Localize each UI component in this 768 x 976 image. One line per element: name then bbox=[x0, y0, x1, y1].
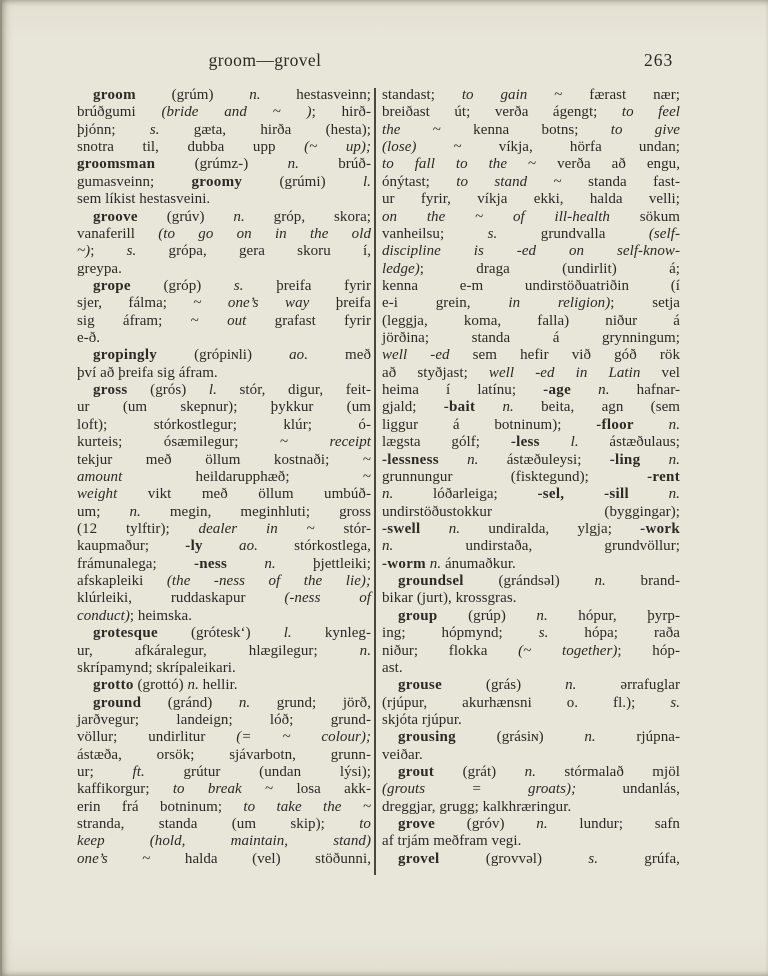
text-line: af trjám meðfram vegi. bbox=[382, 833, 522, 850]
text-line: um; n. megin, meginhluti; gross bbox=[77, 503, 371, 520]
text-line: (rjúpur, akurhænsni o. fl.); s. bbox=[382, 694, 680, 711]
text-line: kenna e-m undirstöðuatriðin (í bbox=[382, 277, 680, 294]
text-line: ledge); draga (undirlit) á; bbox=[382, 260, 680, 277]
text-line: þjónn; s. gæta, hirða (hesta); bbox=[77, 121, 371, 138]
text-line: standast; to gain ~ færast nær; bbox=[382, 87, 681, 103]
text-line: (grouts = groats); undanlás, bbox=[382, 781, 680, 798]
text-line: jörðina; standa á grynningum; bbox=[382, 330, 680, 347]
text-line: heima í latínu; -age n. hafnar- bbox=[382, 382, 680, 399]
text-line: loft); stórkostlegur; klúr; ó- bbox=[77, 416, 371, 433]
text-line: -worm n. ánumaðkur. bbox=[382, 555, 516, 572]
text-line: on the ~ of ill-health sökum bbox=[382, 208, 680, 225]
text-line: -swell n. undiralda, ylgja; -work bbox=[382, 520, 680, 537]
text-line: grotesque (grótesk‘) l. kynleg- bbox=[93, 625, 371, 642]
text-line: to fall to the ~ verða að engu, bbox=[382, 156, 680, 173]
text-line: groomsman (grúmz-) n. brúð- bbox=[77, 156, 371, 173]
text-line: sjer, fálma; ~ one’s way þreifa bbox=[77, 295, 371, 312]
text-line: groundsel (grándsəl) n. brand- bbox=[398, 573, 681, 590]
text-line: því að þreifa sig áfram. bbox=[77, 364, 218, 381]
text-line: well -ed sem hefir við góð rök bbox=[382, 347, 680, 364]
text-line: erin frá botninum; to take the ~ bbox=[77, 798, 371, 815]
text-line: ast. bbox=[382, 659, 403, 676]
text-line: snotra til, dubba upp (~ up); bbox=[77, 139, 372, 156]
text-line: (12 tylftir); dealer in ~ stór- bbox=[77, 520, 371, 537]
text-line: amount heildarupphæð; ~ bbox=[77, 468, 371, 485]
text-line: ónýtast; to stand ~ standa fast- bbox=[382, 173, 681, 190]
text-line: veiðar. bbox=[382, 746, 423, 763]
text-line: breiðast út; verða ágengt; to feel bbox=[382, 104, 680, 121]
text-line: grovel (grovvəl) s. grúfa, bbox=[398, 850, 680, 867]
guide-words: groom—grovel bbox=[208, 50, 322, 70]
text-line: dreggjar, grugg; kalkhræringur. bbox=[382, 798, 572, 815]
text-line: frámunalega; -ness n. þjettleiki; bbox=[77, 555, 371, 572]
text-line: one’s ~ halda (vel) stöðunni, bbox=[77, 850, 371, 867]
text-line: e-i grein, in religion); setja bbox=[382, 295, 680, 312]
text-line: ur, afkáralegur, hlægilegur; n. bbox=[77, 642, 371, 659]
text-line: grunnungur (fisktegund); -rent bbox=[382, 468, 680, 485]
left-column bbox=[77, 87, 371, 868]
text-line: n. lóðarleiga; -sel, -sill n. bbox=[382, 486, 680, 503]
text-line: grove (gróv) n. lundur; safn bbox=[398, 816, 680, 833]
text-line: gumasveinn; groomy (grúmi) l. bbox=[77, 173, 371, 190]
text-line: keep (hold, maintain, stand) bbox=[77, 833, 371, 850]
text-line: (leggja, koma, falla) niður á bbox=[382, 312, 680, 329]
text-line: skrípamynd; skrípaleikari. bbox=[77, 659, 236, 676]
text-line: lægsta gólf; -less l. ástæðulaus; bbox=[382, 434, 680, 451]
text-line: gjald; -bait n. beita, agn (sem bbox=[382, 399, 681, 416]
text-line: brúðgumi (bride and ~ ); hirð- bbox=[77, 104, 371, 121]
text-line: vanaferill (to go on in the old bbox=[77, 225, 371, 242]
text-line: ~); s. grópa, gera skoru í, bbox=[77, 243, 371, 260]
text-line: tekjur með öllum kostnaði; ~ bbox=[77, 451, 371, 468]
text-line: n. undirstaða, grundvöllur; bbox=[382, 538, 680, 555]
text-line: að styðjast; well -ed in Latin vel bbox=[382, 364, 680, 381]
text-line: undirstöðustokkur (byggingar); bbox=[382, 503, 680, 520]
text-line: stranda, standa (um skip); to bbox=[77, 816, 371, 833]
text-line: vanheilsu; s. grundvalla (self- bbox=[382, 225, 680, 242]
text-line: e-ð. bbox=[77, 330, 101, 347]
text-line: sig áfram; ~ out grafast fyrir bbox=[77, 312, 371, 329]
right-column bbox=[382, 87, 680, 868]
text-line: völlur; undirlitur (= ~ colour); bbox=[77, 729, 371, 746]
text-line: ástæða, orsök; sjávarbotn, grunn- bbox=[77, 746, 371, 763]
text-line: -lessness n. ástæðuleysi; -ling n. bbox=[382, 451, 680, 468]
text-line: gropingly (grópiɴli) ao. með bbox=[93, 347, 371, 364]
text-line: weight vikt með öllum umbúð- bbox=[77, 486, 371, 503]
column-divider-rule bbox=[374, 88, 376, 875]
text-line: conduct); heimska. bbox=[77, 607, 193, 624]
text-line: ing; hópmynd; s. hópa; raða bbox=[382, 625, 680, 642]
text-line: kaupmaður; -ly ao. stórkostlega, bbox=[77, 538, 371, 555]
text-line: group (grúp) n. hópur, þyrp- bbox=[398, 607, 680, 624]
text-line: groom (grúm) n. hestasveinn; bbox=[93, 87, 371, 103]
text-line: bikar (jurt), krossgras. bbox=[382, 590, 517, 607]
text-line: skjóta rjúpur. bbox=[382, 711, 462, 728]
text-line: grotto (grottó) n. hellir. bbox=[93, 677, 238, 694]
text-line: ur (um skepnur); þykkur (um bbox=[77, 399, 371, 416]
text-line: greypa. bbox=[77, 260, 122, 277]
text-line: klúrleiki, ruddaskapur (-ness of bbox=[77, 590, 371, 607]
text-line: gross (grós) l. stór, digur, feit- bbox=[93, 382, 371, 399]
text-line: liggur á botninum); -floor n. bbox=[382, 416, 680, 433]
text-line: ground (gránd) n. grund; jörð, bbox=[93, 694, 371, 711]
text-line: grouse (grás) n. ərrafuglar bbox=[398, 677, 681, 694]
text-line: niður; flokka (~ together); hóp- bbox=[382, 642, 680, 659]
text-line: ur; ft. grútur (undan lýsi); bbox=[77, 764, 371, 781]
text-line: kaffikorgur; to break ~ losa akk- bbox=[77, 781, 371, 798]
text-line: the ~ kenna botns; to give bbox=[382, 121, 680, 138]
text-line: grout (grát) n. stórmalað mjöl bbox=[398, 764, 680, 781]
text-line: kurteis; ósæmilegur; ~ receipt bbox=[77, 434, 371, 451]
text-line: (lose) ~ víkja, hörfa undan; bbox=[382, 139, 680, 156]
text-line: groove (grúv) n. gróp, skora; bbox=[93, 208, 371, 225]
page-number: 263 bbox=[644, 50, 674, 70]
text-line: discipline is -ed on self-know- bbox=[382, 243, 680, 260]
text-line: grousing (grásiɴ) n. rjúpna- bbox=[398, 729, 680, 746]
text-line: grope (gróp) s. þreifa fyrir bbox=[93, 277, 371, 294]
text-line: ur fyrir, víkja ekki, halda velli; bbox=[382, 191, 680, 208]
text-line: jarðvegur; landeign; lóð; grund- bbox=[77, 711, 371, 728]
text-line: afskapleiki (the -ness of the lie); bbox=[77, 573, 371, 590]
text-line: sem líkist hestasveini. bbox=[77, 191, 211, 208]
